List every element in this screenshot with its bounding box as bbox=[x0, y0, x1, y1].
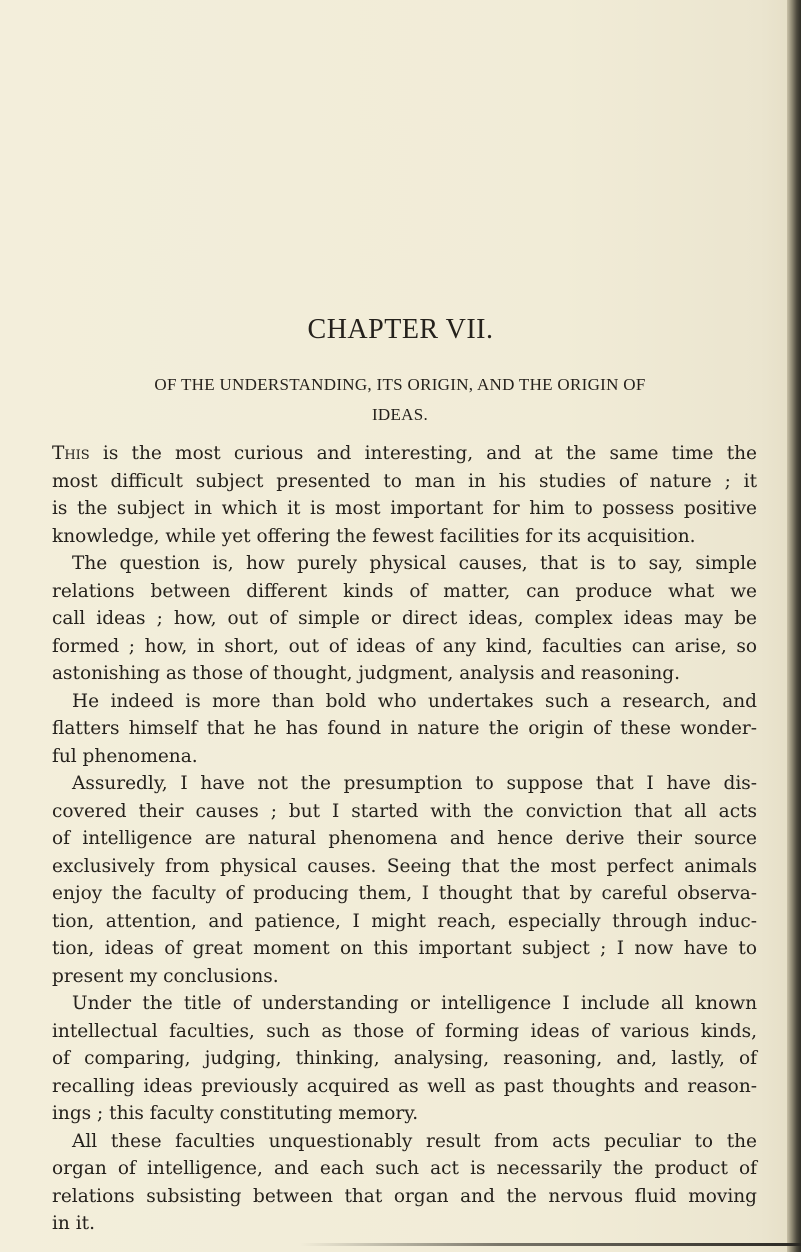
body-line: present my conclusions. bbox=[52, 965, 279, 987]
body-line: Under the title of understanding or intelligence I include all known bbox=[72, 993, 757, 1014]
body-line: All these faculties unquestionably result from acts peculiar to the bbox=[72, 1130, 757, 1152]
body-line: organ of intelligence, and each such act is necessarily the product of bbox=[52, 1158, 757, 1179]
body-line: ful phenomena. bbox=[52, 745, 198, 767]
body-line: Assuredly, I have not the presumption to suppose that I have dis- bbox=[72, 773, 757, 794]
body-line: intellectual faculties, such as those of forming ideas of various kinds, bbox=[52, 1020, 757, 1042]
body-line: recalling ideas previously acquired as well as past thoughts and reason- bbox=[52, 1075, 757, 1097]
page-edge-shadow bbox=[787, 0, 801, 1252]
body-line: in it. bbox=[52, 1213, 95, 1234]
chapter-title: CHAPTER VII. bbox=[307, 314, 494, 345]
body-line: tion, ideas of great moment on this important subject ; I now have to bbox=[52, 938, 757, 959]
page-bottom-edge bbox=[300, 1243, 801, 1246]
body-line: of intelligence are natural phenomena and hence derive their source bbox=[52, 828, 757, 849]
body-line: astonishing as those of thought, judgment, analysis and reasoning. bbox=[52, 663, 680, 684]
chapter-subtitle-line-1: OF THE UNDERSTANDING, ITS ORIGIN, AND THE ORIGIN OF bbox=[154, 375, 646, 394]
body-line: enjoy the faculty of producing them, I thought that by careful observa- bbox=[52, 883, 757, 904]
body-line: relations between different kinds of matter, can produce what we bbox=[52, 580, 757, 602]
body-line: The question is, how purely physical causes, that is to say, simple bbox=[72, 553, 757, 574]
body-line: tion, attention, and patience, I might reach, especially through induc- bbox=[52, 910, 757, 932]
body-line: call ideas ; how, out of simple or direct ideas, complex ideas may be bbox=[52, 608, 757, 629]
body-line: covered their causes ; but I started with the conviction that all acts bbox=[52, 800, 757, 822]
body-line: formed ; how, in short, out of ideas of any kind, faculties can arise, so bbox=[52, 635, 757, 657]
opening-word: This bbox=[52, 443, 90, 464]
body-line: flatters himself that he has found in nature the origin of these wonder- bbox=[52, 718, 757, 739]
chapter-body bbox=[52, 440, 757, 1238]
body-line: of comparing, judging, thinking, analysing, reasoning, and, lastly, of bbox=[52, 1048, 757, 1069]
body-line: He indeed is more than bold who undertakes such a research, and bbox=[72, 690, 757, 712]
body-line: This is the most curious and interesting, and at the same time the bbox=[52, 443, 757, 464]
body-line: relations subsisting between that organ and the nervous fluid moving bbox=[52, 1185, 757, 1207]
body-line: most difficult subject presented to man in his studies of nature ; it bbox=[52, 470, 757, 492]
chapter-subtitle-line-2: IDEAS. bbox=[371, 405, 429, 424]
body-line: knowledge, while yet offering the fewest facilities for its acquisition. bbox=[52, 525, 696, 547]
body-line: exclusively from physical causes. Seeing that the most perfect animals bbox=[52, 855, 757, 877]
body-line: ings ; this faculty constituting memory. bbox=[52, 1103, 419, 1124]
chapter-subtitle bbox=[60, 370, 740, 430]
body-line: is the subject in which it is most important for him to possess positive bbox=[52, 498, 757, 519]
